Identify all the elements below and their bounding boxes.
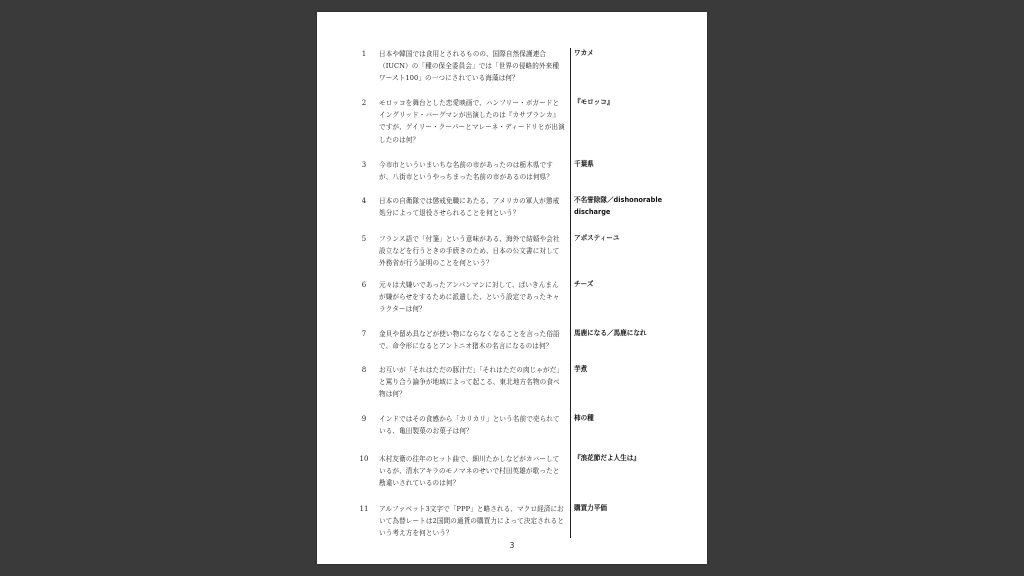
page-number: 3 bbox=[509, 541, 515, 550]
column-divider bbox=[570, 48, 571, 538]
question-text: フランス語で「付箋」という意味がある、海外で結婚や会社設立などを行うときの手続きのため、日本の公文書に対して外務省が行う証明のことを何という？ bbox=[379, 235, 560, 268]
answer-text: 柿の種 bbox=[574, 414, 594, 422]
answer-text: チーズ bbox=[574, 280, 594, 288]
question-text: 元々は犬嫌いであったアンパンマンに対して、ばいきんまんが嫌がらせをするために派遣した、という設定であったキャラクターは何？ bbox=[379, 281, 560, 314]
answer-text: 購買力平価 bbox=[574, 504, 607, 512]
question-number: 1 bbox=[361, 50, 367, 58]
question-number: 11 bbox=[359, 505, 369, 513]
question-text: お互いが「それはただの豚汁だ」「それはただの肉じゃがだ」と罵り合う論争が地域によって起こる、東北地方名物の食べ物は何？ bbox=[379, 366, 564, 399]
answer-text: 馬鹿になる／馬鹿になれ bbox=[574, 329, 647, 337]
question-number: 9 bbox=[361, 415, 367, 423]
answer-text: 千葉県 bbox=[574, 160, 594, 168]
question-number: 5 bbox=[361, 235, 367, 243]
answer-text: 不名誉除隊／dishonorable discharge bbox=[574, 196, 663, 216]
answer-text: 『モロッコ』 bbox=[574, 98, 614, 106]
question-number: 10 bbox=[359, 455, 369, 463]
question-text: 金貝や留め具などが使い物にならなくなることを言った俗語で、命令形になるとアントニオ猪木の名言になるのは何？ bbox=[379, 330, 560, 351]
question-number: 2 bbox=[361, 99, 367, 107]
answer-text: ワカメ bbox=[574, 49, 594, 57]
question-text: 今市市といういまいちな名前の市があったのは栃木県ですが、八街市というやっちまった名前の市があるのは何県？ bbox=[379, 161, 554, 182]
question-number: 6 bbox=[361, 281, 367, 289]
question-text: 日本の自衛隊では懲戒免職にあたる、アメリカの軍人が懲戒処分によって退役させられることを何という？ bbox=[379, 197, 560, 218]
question-number: 8 bbox=[361, 366, 367, 374]
question-number: 7 bbox=[361, 330, 367, 338]
question-text: モロッコを舞台とした恋愛映画で、ハンフリー・ボガードとイングリッド・バーグマンが出演したのは『カサブランカ』ですが、ゲイリー・クーパーとマレーネ・ディードリヒが出演したのは何？ bbox=[379, 99, 565, 144]
answer-text: アポスティーユ bbox=[574, 234, 620, 242]
question-number: 4 bbox=[361, 197, 367, 205]
answer-text: 『浪花節だよ人生は』 bbox=[574, 454, 640, 462]
question-number: 3 bbox=[361, 161, 367, 169]
answer-text: 芋煮 bbox=[574, 365, 588, 373]
question-text: 木村友衛の往年のヒット曲で、細川たかしなどがカバーしているが、清水アキラのモノマネのせいで村田英雄が歌ったと勘違いされているのは何？ bbox=[379, 455, 560, 488]
question-text: 日本や韓国では食用とされるものの、国際自然保護連合（IUCN）の「種の保全委員会」では「世界の侵略的外来種ワースト100」の一つにされている海藻は何？ bbox=[379, 50, 560, 83]
question-text: インドではその食感から「カリカリ」という名前で売られている、亀田製菓のお菓子は何？ bbox=[379, 415, 560, 436]
question-text: アルファベット3文字で「PPP」と略される、マクロ経済において為替レートは2国間の通貨の購買力によって決定されるという考え方を何という？ bbox=[379, 505, 565, 538]
document-page bbox=[317, 12, 707, 564]
